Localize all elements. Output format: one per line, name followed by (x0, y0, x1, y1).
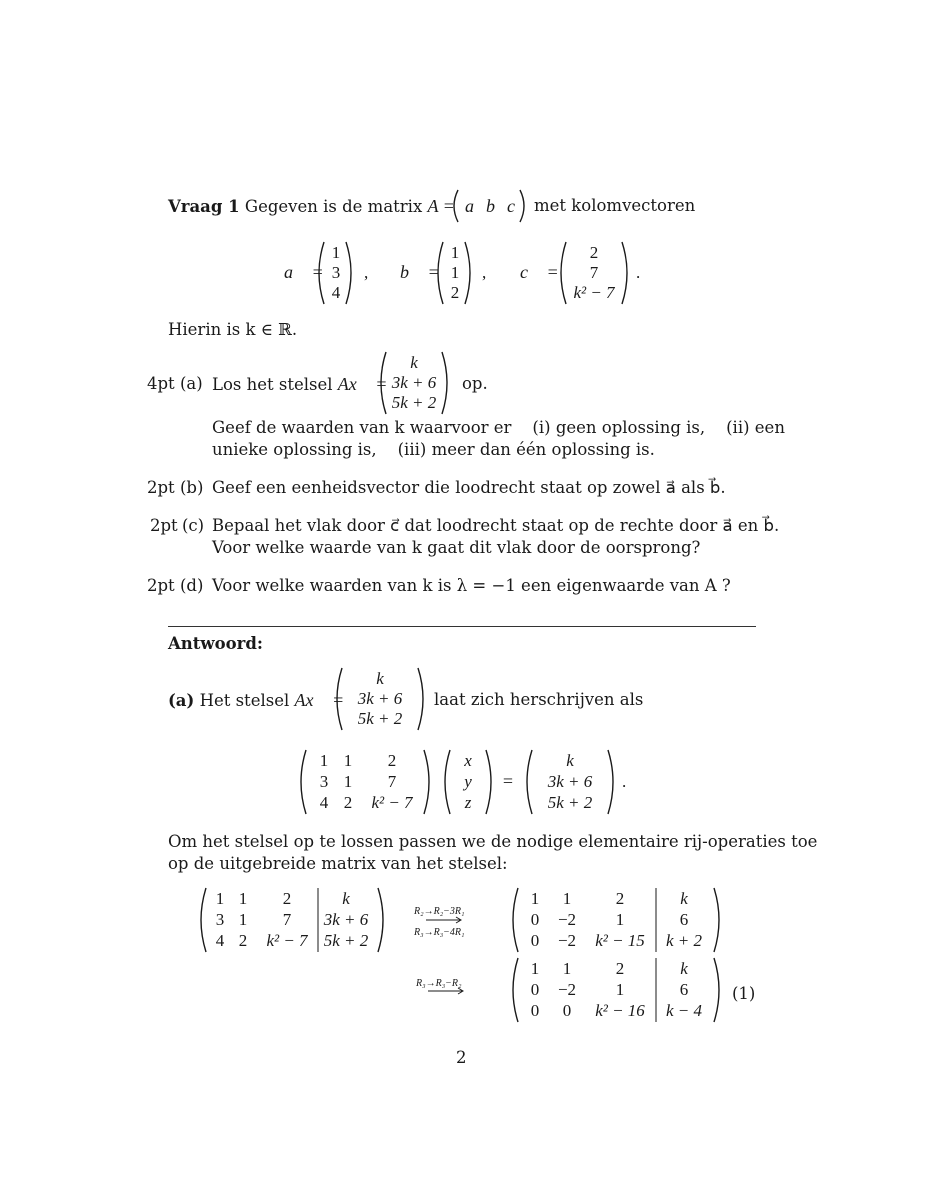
matrix-cell: k² − 15 (595, 931, 645, 950)
matrix-cell: 3 (215, 910, 225, 929)
vector-a-entry: 1 (331, 243, 341, 262)
question-intro: Gegeven is de matrix (244, 197, 423, 216)
row-op-label: R₃→R₃−R₂ (416, 978, 462, 989)
matrix-cell: 0 (530, 910, 540, 929)
unknown-cell: x (464, 751, 472, 770)
equation-number: (1) (732, 984, 756, 1003)
part-a-label: (a) (180, 374, 203, 393)
augmented-matrix-3 (508, 954, 728, 1026)
rhs-entry: k (410, 353, 418, 372)
part-a-text-after: op. (462, 374, 488, 393)
augmented-matrix-2 (508, 884, 728, 956)
matrix-cell: k (342, 889, 350, 908)
row-op-label: R₃→R₃−4R₁ (414, 927, 465, 938)
part-c-line2: Voor welke waarde van k gaat dit vlak door de oorsprong? (212, 538, 701, 557)
part-a-points: 4pt (147, 374, 175, 393)
domain-statement: Hierin is k ∈ ℝ. (168, 320, 298, 339)
matrix-equation (296, 746, 646, 818)
vector-separator: . (636, 263, 641, 282)
vector-b-entry: 1 (450, 263, 460, 282)
matrix-cell: 5k + 2 (323, 931, 369, 950)
matrix-cell: k + 2 (665, 931, 703, 950)
augmented-matrix-1 (196, 884, 396, 956)
part-b-text: Geef een eenheidsvector die loodrecht staat op zowel a⃗ als b⃗. (212, 478, 726, 497)
matrix-cell: 0 (530, 931, 540, 950)
vector-c-name: c⃗ = (520, 262, 559, 282)
rhs-entry: 3k + 6 (357, 689, 403, 708)
matrix-cell: 1 (615, 910, 625, 929)
matrix-cell: 0 (530, 1001, 540, 1020)
vector-a-entry: 3 (331, 263, 341, 282)
matrix-cell: 1 (343, 751, 353, 770)
answer-paragraph-line1: Om het stelsel op te lossen passen we de nodige elementaire rij-operaties toe (168, 832, 818, 851)
matrix-cell: 2 (238, 931, 248, 950)
answer-rhs-vector (332, 664, 432, 734)
rhs-entry: 5k + 2 (357, 709, 403, 728)
rhs-entry: 5k + 2 (547, 793, 593, 812)
matrix-cell: 1 (238, 889, 248, 908)
row-op-label: R₂→R₂−3R₁ (414, 906, 465, 917)
rhs-entry: k (566, 751, 574, 770)
part-a-line3: unieke oplossing is, (iii) meer dan één oplossing is. (212, 440, 655, 459)
matrix-cell: 1 (319, 751, 329, 770)
vector-a-name: a⃗ = (284, 262, 324, 282)
unknown-cell: y (464, 772, 472, 791)
matrix-cell: 2 (343, 793, 353, 812)
column-vectors (280, 238, 660, 308)
rhs-entry: 3k + 6 (391, 373, 437, 392)
matrix-cell: 4 (319, 793, 329, 812)
matrix-cell: 3k + 6 (323, 910, 369, 929)
matrix-cell: 2 (282, 889, 292, 908)
unknown-cell: z (464, 793, 472, 812)
answer-heading: Antwoord: (168, 634, 263, 653)
rhs-entry: 5k + 2 (391, 393, 437, 412)
end-dot: . (622, 772, 627, 791)
vector-b-entry: 1 (450, 243, 460, 262)
column-a: a⃗ (465, 196, 489, 216)
part-a-line2: Geef de waarden van k waarvoor er (i) geen oplossing is, (ii) een (212, 418, 785, 437)
matrix-A-columns (448, 186, 528, 226)
answer-paragraph-line2: op de uitgebreide matrix van het stelsel: (168, 854, 508, 873)
vector-b-entry: 2 (450, 283, 460, 302)
matrix-cell: k² − 16 (595, 1001, 645, 1020)
rhs-entry: k (376, 669, 384, 688)
vector-a-entry: 4 (331, 283, 341, 302)
column-b: b⃗ (486, 196, 510, 216)
matrix-cell: 1 (215, 889, 225, 908)
answer-a-system: Ax⃗ = (294, 690, 345, 710)
part-a-system: Ax⃗ = (337, 374, 388, 394)
vector-b-name: b⃗ = (400, 262, 440, 282)
matrix-cell: 1 (530, 959, 540, 978)
matrix-cell: 6 (679, 910, 689, 929)
question-header (168, 196, 455, 217)
answer-a-intro (168, 690, 344, 711)
part-b-points: 2pt (147, 478, 175, 497)
part-c-label: (c) (182, 516, 205, 535)
matrix-cell: 2 (387, 751, 397, 770)
vector-separator: , (482, 263, 487, 282)
matrix-cell: k (680, 959, 688, 978)
part-a-text (212, 374, 387, 395)
vector-c-entry: k² − 7 (573, 283, 615, 302)
matrix-cell: 0 (530, 980, 540, 999)
answer-a-after: laat zich herschrijven als (434, 690, 644, 709)
part-d-text: Voor welke waarden van k is λ = −1 een eigenwaarde van A ? (212, 576, 731, 595)
vector-c-entry: 7 (589, 263, 599, 282)
matrix-cell: −2 (557, 931, 577, 950)
matrix-symbol: A = (427, 196, 455, 216)
vector-separator: , (364, 263, 369, 282)
matrix-cell: 2 (615, 889, 625, 908)
question-intro-end: met kolomvectoren (534, 196, 696, 215)
matrix-cell: k² − 7 (266, 931, 308, 950)
matrix-cell: 2 (615, 959, 625, 978)
matrix-cell: 1 (562, 959, 572, 978)
answer-a-text: Het stelsel (199, 691, 290, 710)
matrix-cell: −2 (557, 910, 577, 929)
matrix-cell: 1 (238, 910, 248, 929)
answer-a-label: (a) (168, 691, 195, 710)
rhs-entry: 3k + 6 (547, 772, 593, 791)
row-operation-1 (412, 898, 502, 946)
matrix-cell: 1 (343, 772, 353, 791)
part-c-points: 2pt (150, 516, 178, 535)
matrix-cell: 7 (387, 772, 397, 791)
column-c: c⃗ (507, 196, 529, 216)
question-label: Vraag 1 (168, 197, 240, 216)
part-c-text: Bepaal het vlak door c⃗ dat loodrecht staat op de rechte door a⃗ en b⃗. (212, 516, 780, 535)
matrix-cell: 1 (530, 889, 540, 908)
vector-c-entry: 2 (589, 243, 599, 262)
matrix-cell: 4 (215, 931, 225, 950)
part-a-text-before: Los het stelsel (212, 375, 333, 394)
matrix-cell: k (680, 889, 688, 908)
divider (168, 626, 756, 627)
matrix-cell: 1 (615, 980, 625, 999)
matrix-cell: −2 (557, 980, 577, 999)
row-operation-2 (414, 972, 504, 1002)
page-number: 2 (456, 1048, 467, 1067)
matrix-cell: 3 (319, 772, 329, 791)
part-b-label: (b) (180, 478, 204, 497)
part-d-label: (d) (180, 576, 204, 595)
matrix-cell: k² − 7 (371, 793, 413, 812)
matrix-cell: k − 4 (665, 1001, 703, 1020)
matrix-cell: 6 (679, 980, 689, 999)
matrix-cell: 7 (282, 910, 292, 929)
part-d-points: 2pt (147, 576, 175, 595)
matrix-cell: 1 (562, 889, 572, 908)
equals-sign: = (502, 771, 514, 791)
matrix-cell: 0 (562, 1001, 572, 1020)
